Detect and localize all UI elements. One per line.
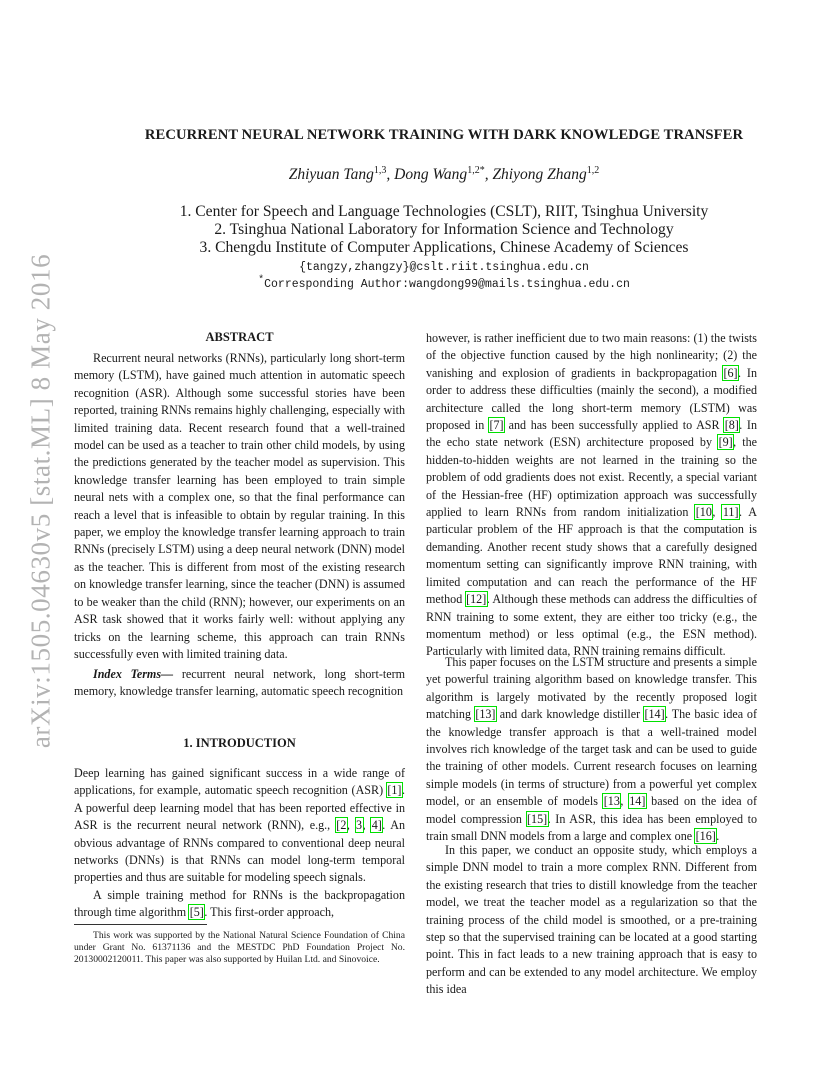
author-name: Dong Wang bbox=[394, 166, 468, 183]
author-affiliation-mark: 1,2 bbox=[586, 164, 600, 176]
right-paragraph-1: however, is rather inefficient due to two main reasons: (1) the twists of the objective function caused by the high nonlinearity; (2) the vanishing and explosion of gradients in backpropagation [6]. In order to address these difficulties (mainly the second), a modified architecture called the long short-term memory (LSTM) was proposed in [7] and has been successfully applied to ASR [8]. In the echo state network (ESN) architecture proposed by [9], the hidden-to-hidden weights are not learned in the training so the problem of odd gradients does not exist. Recently, a special variant of the Hessian-free (HF) optimization approach was successfully applied to learn RNNs from random initialization [10, 11]. A particular problem of the HF approach is that the computation is demanding. Another recent study shows that a carefully designed momentum setting can significantly improve RNN training, with limited computation and can reach the performance of the HF method [12]. Although these methods can address the difficulties of RNN training to some extent, they are either too tricky (e.g., the momentum method) or less optimal (e.g., the ESN method). Particularly with limited data, RNN training remains difficult. bbox=[426, 331, 758, 659]
citation-link[interactable]: [7] bbox=[489, 418, 504, 433]
corresponding-author-text: Corresponding Author:wangdong99@mails.tsinghua.edu.cn bbox=[264, 278, 630, 291]
author-list: Zhiyuan Tang$^{1,3}$, Dong Wang$^{1,2*}$, Zhiyong Zhang$^{1,2}$ bbox=[288, 164, 600, 183]
citation-link[interactable]: [16] bbox=[695, 829, 716, 844]
author-name: Zhiyong Zhang bbox=[492, 166, 587, 183]
affiliation-2: 2. Tsinghua National Laboratory for Information Science and Technology bbox=[214, 221, 674, 238]
intro-paragraph-1: Deep learning has gained significant success in a wide range of applications, for example, automatic speech recognition (ASR) [1]. A powerful deep learning model that has been reported effective in ASR is the recurrent neural network (RNN), e.g., [2, 3, 4]. An obvious advantage of RNNs compared to conventional deep neural networks (DNNs) is that RNNs can model long-term temporal properties and thus are suitable for modeling speech signals. bbox=[74, 766, 406, 885]
citation-link[interactable]: [8] bbox=[724, 418, 739, 433]
citation-link[interactable]: [14] bbox=[644, 707, 665, 722]
citation-link[interactable]: [15] bbox=[527, 811, 548, 826]
index-terms-text: recurrent neural network, long short-term memory, knowledge transfer learning, automatic speech recognition bbox=[74, 667, 406, 699]
author-affiliation-mark: 1,3 bbox=[373, 164, 387, 176]
citation-link[interactable]: [9] bbox=[718, 435, 733, 450]
citation-link[interactable]: [2 bbox=[336, 818, 347, 833]
citation-link[interactable]: [13 bbox=[603, 794, 620, 809]
author-email: {tangzy,zhangzy}@cslt.riit.tsinghua.edu.cn bbox=[299, 261, 589, 274]
citation-link[interactable]: [10 bbox=[695, 505, 712, 520]
index-terms bbox=[74, 666, 405, 701]
citation-link[interactable]: 4] bbox=[371, 818, 382, 833]
citation-link[interactable]: [1] bbox=[387, 783, 402, 798]
author-name: Zhiyuan Tang bbox=[288, 166, 374, 183]
affiliation-1: 1. Center for Speech and Language Technologies (CSLT), RIIT, Tsinghua University bbox=[179, 203, 709, 220]
citation-link[interactable]: [13] bbox=[475, 707, 496, 722]
introduction-heading: 1. INTRODUCTION bbox=[183, 736, 296, 750]
abstract-heading: ABSTRACT bbox=[205, 330, 274, 344]
funding-footnote: This work was supported by the National Natural Science Foundation of China under Grant No. 61371136 and the MESTDC PhD Foundation Project No. 20130002120011. This paper was also supported by Huilan Ltd. and Sinovoice. bbox=[74, 930, 405, 966]
abstract-text: Recurrent neural networks (RNNs), particularly long short-term memory (LSTM), have gained much attention in automatic speech recognition (ASR). Although some successful stories have been reported, training RNNs remains highly challenging, especially with limited training data. Recent research found that a well-trained model can be used as a teacher to train other child models, by using the predictions generated by the teacher model as supervision. This knowledge transfer learning has been employed to train simple neural nets with a complex one, so that the final performance can reach a level that is infeasible to obtain by regular training. In this paper, we employ the knowledge transfer learning approach to train RNNs (precisely LSTM) using a deep neural network (DNN) model as the teacher. This is different from most of the existing research on knowledge transfer learning, since the teacher (DNN) is assumed to be weaker than the child (RNN); however, our experiments on an ASR task showed that it works fairly well: without applying any tricks on the learning scheme, this approach can train RNNs successfully even with limited training data. bbox=[74, 351, 405, 661]
citation-link[interactable]: [5] bbox=[189, 905, 204, 920]
paper-title: RECURRENT NEURAL NETWORK TRAINING WITH DARK KNOWLEDGE TRANSFER bbox=[144, 127, 744, 143]
citation-link[interactable]: 14] bbox=[629, 794, 646, 809]
right-paragraph-3: In this paper, we conduct an opposite study, which employs a simple DNN model to train a more complex RNN. Different from the existing research that tries to distill knowledge from the teacher model, we treat the teacher model as a regularization so that the training process of the child model is smoothed, or a pre-training step so that the supervised training can be located at a good starting point. This in fact leads to a new training approach that is easy to perform and can be extended to any model architecture. We employ this idea bbox=[426, 843, 757, 997]
corresponding-author bbox=[60, 275, 828, 291]
citation-link[interactable]: 11] bbox=[722, 505, 739, 520]
index-terms-label: Index Terms— bbox=[93, 667, 174, 681]
author-affiliation-mark: 1,2* bbox=[467, 164, 485, 176]
affiliation-3: 3. Chengdu Institute of Computer Applications, Chinese Academy of Sciences bbox=[199, 239, 689, 256]
citation-link[interactable]: [6] bbox=[723, 365, 738, 380]
footnote-divider bbox=[74, 924, 207, 925]
citation-link[interactable]: 3 bbox=[356, 818, 363, 833]
right-paragraph-2: This paper focuses on the LSTM structure and presents a simple yet powerful training algorithm based on knowledge transfer. This algorithm is largely motivated by the recently proposed logit matching [13] and dark knowledge distiller [14]. The basic idea of the knowledge transfer approach is that a well-trained model involves rich knowledge of the target task and can be used to guide the training of other models. Current research focuses on learning simple models (in terms of structure) from a powerful yet complex model, or an ensemble of models [13, 14] based on the idea of model compression [15]. In ASR, this idea has been employed to train small DNN models from a large and complex one [16]. bbox=[426, 655, 758, 844]
arxiv-stamp bbox=[25, 246, 56, 756]
citation-link[interactable]: [12] bbox=[466, 592, 487, 607]
corresponding-mark: * bbox=[258, 275, 265, 287]
intro-paragraph-2: A simple training method for RNNs is the backpropagation through time algorithm [5]. This first-order approach, bbox=[74, 888, 405, 920]
arxiv-identifier: arXiv:1505.04630v5 [stat.ML] 8 May 2016 bbox=[25, 253, 56, 749]
